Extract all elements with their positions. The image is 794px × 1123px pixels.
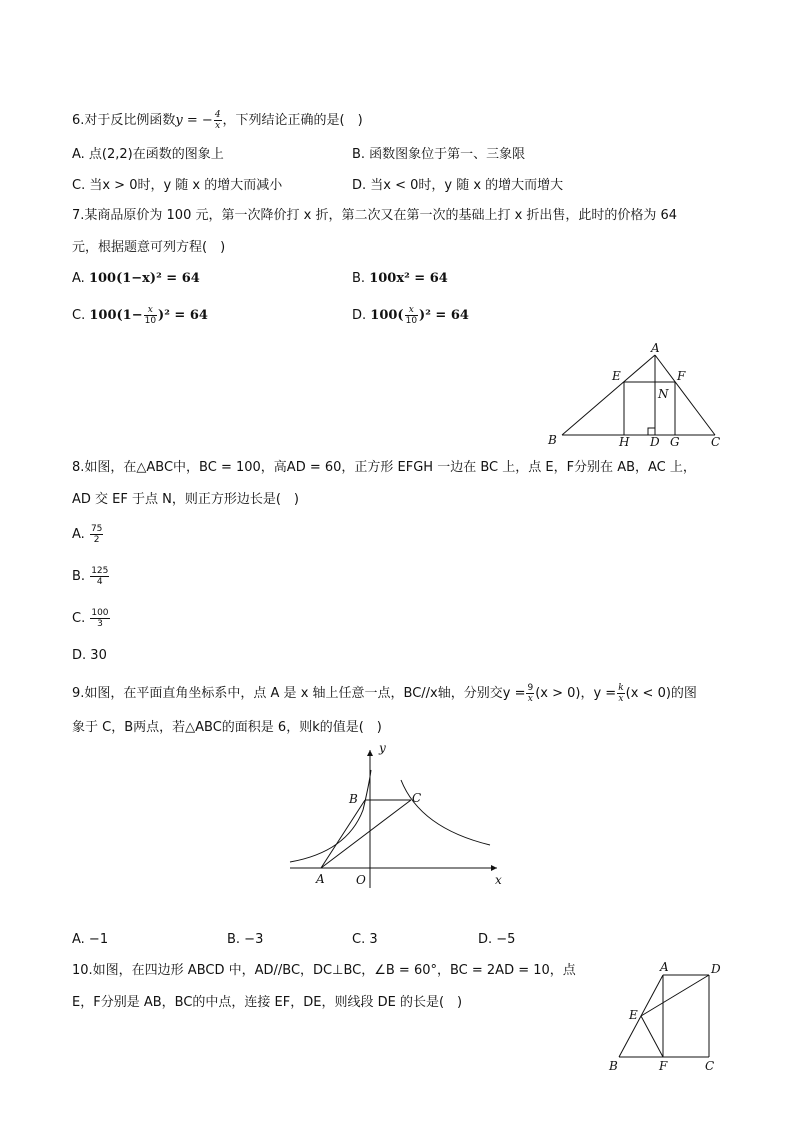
q9-frac1: [526, 683, 534, 704]
q10-stem-line1: 10.如图，在四边形 ABCD 中，AD//BC，DC⊥BC，∠B = 60°，BC = 2AD = 10，点: [72, 963, 576, 978]
q7-option-a-math: 100(1−x)² = 64: [88, 271, 200, 286]
q7-stem-line2: 元，根据题意可列方程( ): [72, 240, 226, 255]
q8-label-d: D: [650, 435, 660, 449]
q9-stem-line2: 象于 C，B两点，若△ABC的面积是 6，则k的值是( ): [72, 720, 382, 735]
q8-label-h: H: [619, 435, 630, 449]
q9-label-y: y: [379, 741, 386, 755]
q7-option-d-den: 10: [405, 316, 418, 326]
q9-frac1-den: x: [527, 694, 533, 704]
q8-label-c: C: [711, 435, 721, 449]
q7-option-a: [72, 270, 200, 288]
q8-option-a-den: 2: [93, 535, 100, 545]
q8-option-b-fraction: [90, 566, 109, 587]
q8-option-d-label: D.: [72, 648, 87, 663]
q10-label-b: B: [609, 1059, 618, 1073]
q7-option-d-fraction: [405, 305, 418, 326]
q8-label-f: F: [677, 369, 686, 383]
q7-option-d-post: )² = 64: [419, 308, 469, 323]
q7-option-d-num: x: [405, 305, 418, 316]
q8-option-c-fraction: [90, 608, 109, 629]
q7-option-c-post: )² = 64: [158, 308, 208, 323]
q8-stem-line2: AD 交 EF 于点 N，则正方形边长是( ): [72, 492, 299, 507]
q6-suffix: ，下列结论正确的是( ): [222, 113, 363, 128]
q8-option-b: [72, 566, 110, 587]
q8-option-b-num: 125: [91, 566, 109, 576]
q6-stem: [72, 110, 363, 131]
q10-stem-line2: E，F分别是 AB，BC的中点，连接 EF，DE，则线段 DE 的长是( ): [72, 995, 463, 1010]
q8-option-a-num: 75: [90, 524, 103, 534]
q9-stem-part-c: (x < 0)的图: [625, 686, 697, 701]
q7-option-a-label: A.: [72, 271, 85, 286]
q9-stem-line1: [72, 683, 697, 705]
q7-stem-line1: 7.某商品原价为 100 元，第一次降价打 x 折，第二次又在第一次的基础上打 x 折出售，此时的价格为 64: [72, 208, 678, 223]
q8-label-g: G: [670, 435, 680, 449]
q6-option-a: A. 点(2,2)在函数的图象上: [72, 147, 224, 162]
q10-label-a: A: [660, 960, 669, 974]
q7-option-c: [72, 305, 208, 326]
q7-option-c-den: 10: [144, 316, 157, 326]
q8-option-c-den: 3: [97, 619, 103, 629]
q8-option-a: [72, 524, 104, 545]
q9-frac2-den: x: [618, 694, 624, 704]
q9-option-d: D. −5: [478, 932, 516, 947]
q7-option-c-pre: 100(1−: [89, 308, 143, 323]
q8-option-c-label: C.: [72, 611, 86, 626]
q8-option-d: [72, 647, 107, 665]
q8-triangle-figure: [540, 340, 730, 452]
q6-func-lhs: y = −: [175, 113, 213, 128]
q9-coordinate-figure: [285, 740, 510, 890]
q9-label-c: C: [412, 791, 422, 805]
q9-frac2: [617, 683, 624, 704]
q9-label-x: x: [495, 873, 502, 887]
q8-label-n: N: [658, 387, 669, 401]
q10-label-f: F: [659, 1059, 668, 1073]
q8-option-b-den: 4: [96, 577, 103, 587]
q8-option-d-text: 30: [90, 648, 107, 663]
q7-option-b: [352, 270, 448, 288]
q9-option-c: C. 3: [352, 932, 378, 947]
q7-option-c-fraction: [144, 305, 157, 326]
q6-option-b: B. 函数图象位于第一、三象限: [352, 147, 526, 162]
q7-option-c-label: C.: [72, 308, 86, 323]
q6-option-c: C. 当x > 0时，y 随 x 的增大而减小: [72, 178, 283, 193]
q10-quadrilateral-figure: [605, 958, 730, 1076]
q10-segment-ef: [641, 1016, 663, 1057]
q9-label-a: A: [316, 872, 325, 886]
q7-option-d-pre: 100(: [370, 308, 404, 323]
q7-option-b-math: 100x² = 64: [369, 271, 448, 286]
q6-fraction: [214, 110, 222, 131]
q9-option-b: B. −3: [227, 932, 264, 947]
q9-label-o: O: [356, 873, 366, 887]
q10-segment-de: [641, 975, 709, 1016]
q8-option-c: [72, 608, 111, 629]
q6-frac-den: x: [215, 121, 221, 131]
q10-label-d: D: [711, 962, 721, 976]
q10-label-e: E: [629, 1008, 638, 1022]
q7-option-b-label: B.: [352, 271, 366, 286]
q6-option-d: D. 当x < 0时，y 随 x 的增大而增大: [352, 178, 564, 193]
q8-label-e: E: [612, 369, 621, 383]
q9-frac1-num: 9: [527, 683, 534, 693]
q9-curve-left: [290, 770, 371, 862]
q6-prefix: 6.对于反比例函数: [72, 113, 176, 128]
q9-curve-right: [401, 780, 490, 845]
q8-option-a-fraction: [90, 524, 103, 545]
q8-option-a-label: A.: [72, 527, 85, 542]
q9-segment-ab: [321, 800, 365, 868]
q7-option-c-num: x: [144, 305, 157, 316]
q8-option-c-num: 100: [91, 608, 109, 618]
q9-stem-part-a: 9.如图，在平面直角坐标系中，点 A 是 x 轴上任意一点，BC//x轴，分别交y =: [72, 686, 526, 701]
q7-option-d: [352, 305, 469, 326]
q9-stem-part-b: (x > 0)，y =: [535, 686, 617, 701]
q8-option-b-label: B.: [72, 569, 86, 584]
q9-segment-ac: [321, 800, 411, 868]
q6-frac-num: 4: [214, 110, 221, 120]
q9-label-b: B: [349, 792, 358, 806]
q8-side-ab: [562, 355, 655, 435]
q10-label-c: C: [705, 1059, 715, 1073]
q8-label-b: B: [548, 433, 557, 447]
q8-stem-line1: 8.如图，在△ABC中，BC = 100，高AD = 60，正方形 EFGH 一边在 BC 上，点 E，F分别在 AB，AC 上，: [72, 460, 696, 475]
q8-right-angle-mark: [648, 428, 655, 435]
q7-option-d-label: D.: [352, 308, 367, 323]
q9-frac2-num: k: [618, 683, 624, 693]
q8-label-a: A: [651, 341, 660, 355]
q9-option-a: A. −1: [72, 932, 109, 947]
